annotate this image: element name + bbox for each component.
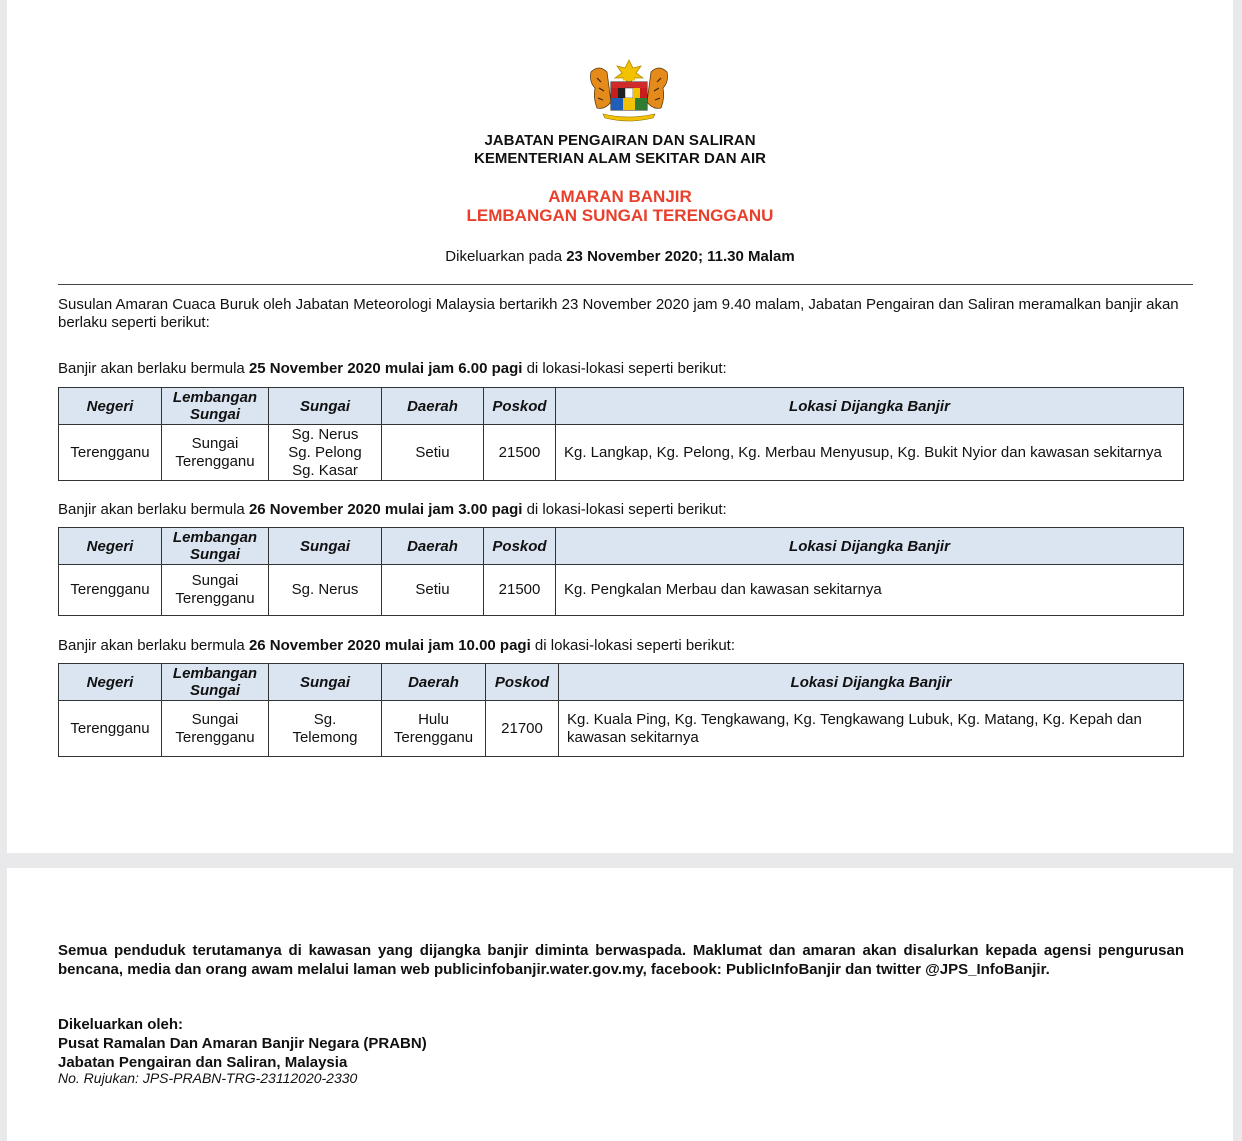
table-row [59, 565, 1184, 616]
warning-3-lead [58, 637, 735, 655]
col-sungai: Sungai [269, 664, 382, 701]
cell-daerah: Setiu [382, 425, 484, 481]
cell-sungai: Sg. Nerus Sg. Pelong Sg. Kasar [269, 425, 382, 481]
ministry-name: KEMENTERIAN ALAM SEKITAR DAN AIR [474, 150, 766, 167]
warning-1-lead [58, 360, 727, 378]
cell-lokasi: Kg. Pengkalan Merbau dan kawasan sekitarnya [556, 565, 1184, 616]
cell-sungai: Sg. Telemong [269, 701, 382, 757]
lead-prefix: Banjir akan berlaku bermula [58, 360, 249, 377]
lead-prefix: Banjir akan berlaku bermula [58, 501, 249, 518]
warning-heading [7, 187, 1233, 225]
cell-sungai: Sg. Nerus [269, 565, 382, 616]
department-heading [7, 132, 1233, 168]
col-lembangan: Lembangan Sungai [162, 388, 269, 425]
cell-poskod: 21700 [486, 701, 559, 757]
col-sungai: Sungai [269, 388, 382, 425]
cell-poskod: 21500 [484, 565, 556, 616]
col-sungai: Sungai [269, 528, 382, 565]
cell-negeri: Terengganu [59, 701, 162, 757]
lead-prefix: Banjir akan berlaku bermula [58, 637, 249, 654]
cell-negeri: Terengganu [59, 565, 162, 616]
cell-lembangan: Sungai Terengganu [162, 565, 269, 616]
cell-lembangan: Sungai Terengganu [162, 701, 269, 757]
malaysia-coat-of-arms-icon [583, 58, 675, 122]
col-daerah: Daerah [382, 388, 484, 425]
col-negeri: Negeri [59, 388, 162, 425]
issued-date-line [7, 248, 1233, 265]
col-negeri: Negeri [59, 528, 162, 565]
issued-prefix: Dikeluarkan pada [445, 248, 567, 265]
cell-negeri: Terengganu [59, 425, 162, 481]
lead-suffix: di lokasi-lokasi seperti berikut: [522, 501, 727, 518]
col-lokasi: Lokasi Dijangka Banjir [556, 388, 1184, 425]
warning-1-table [58, 387, 1184, 481]
warning-title: AMARAN BANJIR [548, 187, 692, 206]
document-page-1 [7, 0, 1233, 853]
intro-paragraph: Susulan Amaran Cuaca Buruk oleh Jabatan Meteorologi Malaysia bertarikh 23 November 2020 jam 9.40 malam, Jabatan Pengairan dan Saliran meramalkan banjir akan berlaku seperti berikut: [58, 296, 1179, 331]
col-lokasi: Lokasi Dijangka Banjir [559, 664, 1184, 701]
col-lembangan: Lembangan Sungai [162, 664, 269, 701]
issuer-org-1: Pusat Ramalan Dan Amaran Banjir Negara (PRABN) [58, 1035, 427, 1052]
col-daerah: Daerah [382, 664, 486, 701]
table-header-row [59, 528, 1184, 565]
warning-2-table [58, 527, 1184, 616]
issuer-org-2: Jabatan Pengairan dan Saliran, Malaysia [58, 1054, 348, 1071]
table-header-row [59, 664, 1184, 701]
col-poskod: Poskod [484, 528, 556, 565]
col-poskod: Poskod [484, 388, 556, 425]
reference-number: No. Rujukan: JPS-PRABN-TRG-23112020-2330 [58, 1070, 358, 1086]
cell-lokasi: Kg. Langkap, Kg. Pelong, Kg. Merbau Menyusup, Kg. Bukit Nyior dan kawasan sekitarnya [556, 425, 1184, 481]
public-advisory-note: Semua penduduk terutamanya di kawasan yang dijangka banjir diminta berwaspada. Maklumat dan amaran akan disalurkan kepada agensi pengurusan bencana, media dan orang awam melalui laman web publicinfobanjir.water.gov.my, facebook: PublicInfoBanjir dan twitter @JPS_InfoBanjir. [58, 942, 1184, 978]
lead-suffix: di lokasi-lokasi seperti berikut: [522, 360, 727, 377]
warning-3-start: 26 November 2020 mulai jam 10.00 pagi [248, 637, 531, 654]
warning-1-start: 25 November 2020 mulai jam 6.00 pagi [248, 360, 523, 377]
table-header-row [59, 388, 1184, 425]
issuer-block [58, 1015, 427, 1072]
col-daerah: Daerah [382, 528, 484, 565]
warning-subtitle: LEMBANGAN SUNGAI TERENGGANU [466, 206, 774, 225]
department-name: JABATAN PENGAIRAN DAN SALIRAN [484, 132, 756, 149]
col-negeri: Negeri [59, 664, 162, 701]
lead-suffix: di lokasi-lokasi seperti berikut: [530, 637, 736, 654]
warning-2-start: 26 November 2020 mulai jam 3.00 pagi [248, 501, 523, 518]
col-lokasi: Lokasi Dijangka Banjir [556, 528, 1184, 565]
cell-poskod: 21500 [484, 425, 556, 481]
document-page-2 [7, 868, 1233, 1141]
header-divider [58, 284, 1193, 285]
issued-by-label: Dikeluarkan oleh: [58, 1016, 184, 1033]
warning-3-table [58, 663, 1184, 757]
cell-lokasi: Kg. Kuala Ping, Kg. Tengkawang, Kg. Tengkawang Lubuk, Kg. Matang, Kg. Kepah dan kawasan sekitarnya [559, 701, 1184, 757]
issued-datetime: 23 November 2020; 11.30 Malam [566, 248, 795, 265]
table-row [59, 425, 1184, 481]
col-poskod: Poskod [486, 664, 559, 701]
warning-2-lead [58, 501, 727, 519]
col-lembangan: Lembangan Sungai [162, 528, 269, 565]
cell-daerah: Hulu Terengganu [382, 701, 486, 757]
cell-daerah: Setiu [382, 565, 484, 616]
cell-lembangan: Sungai Terengganu [162, 425, 269, 481]
table-row [59, 701, 1184, 757]
